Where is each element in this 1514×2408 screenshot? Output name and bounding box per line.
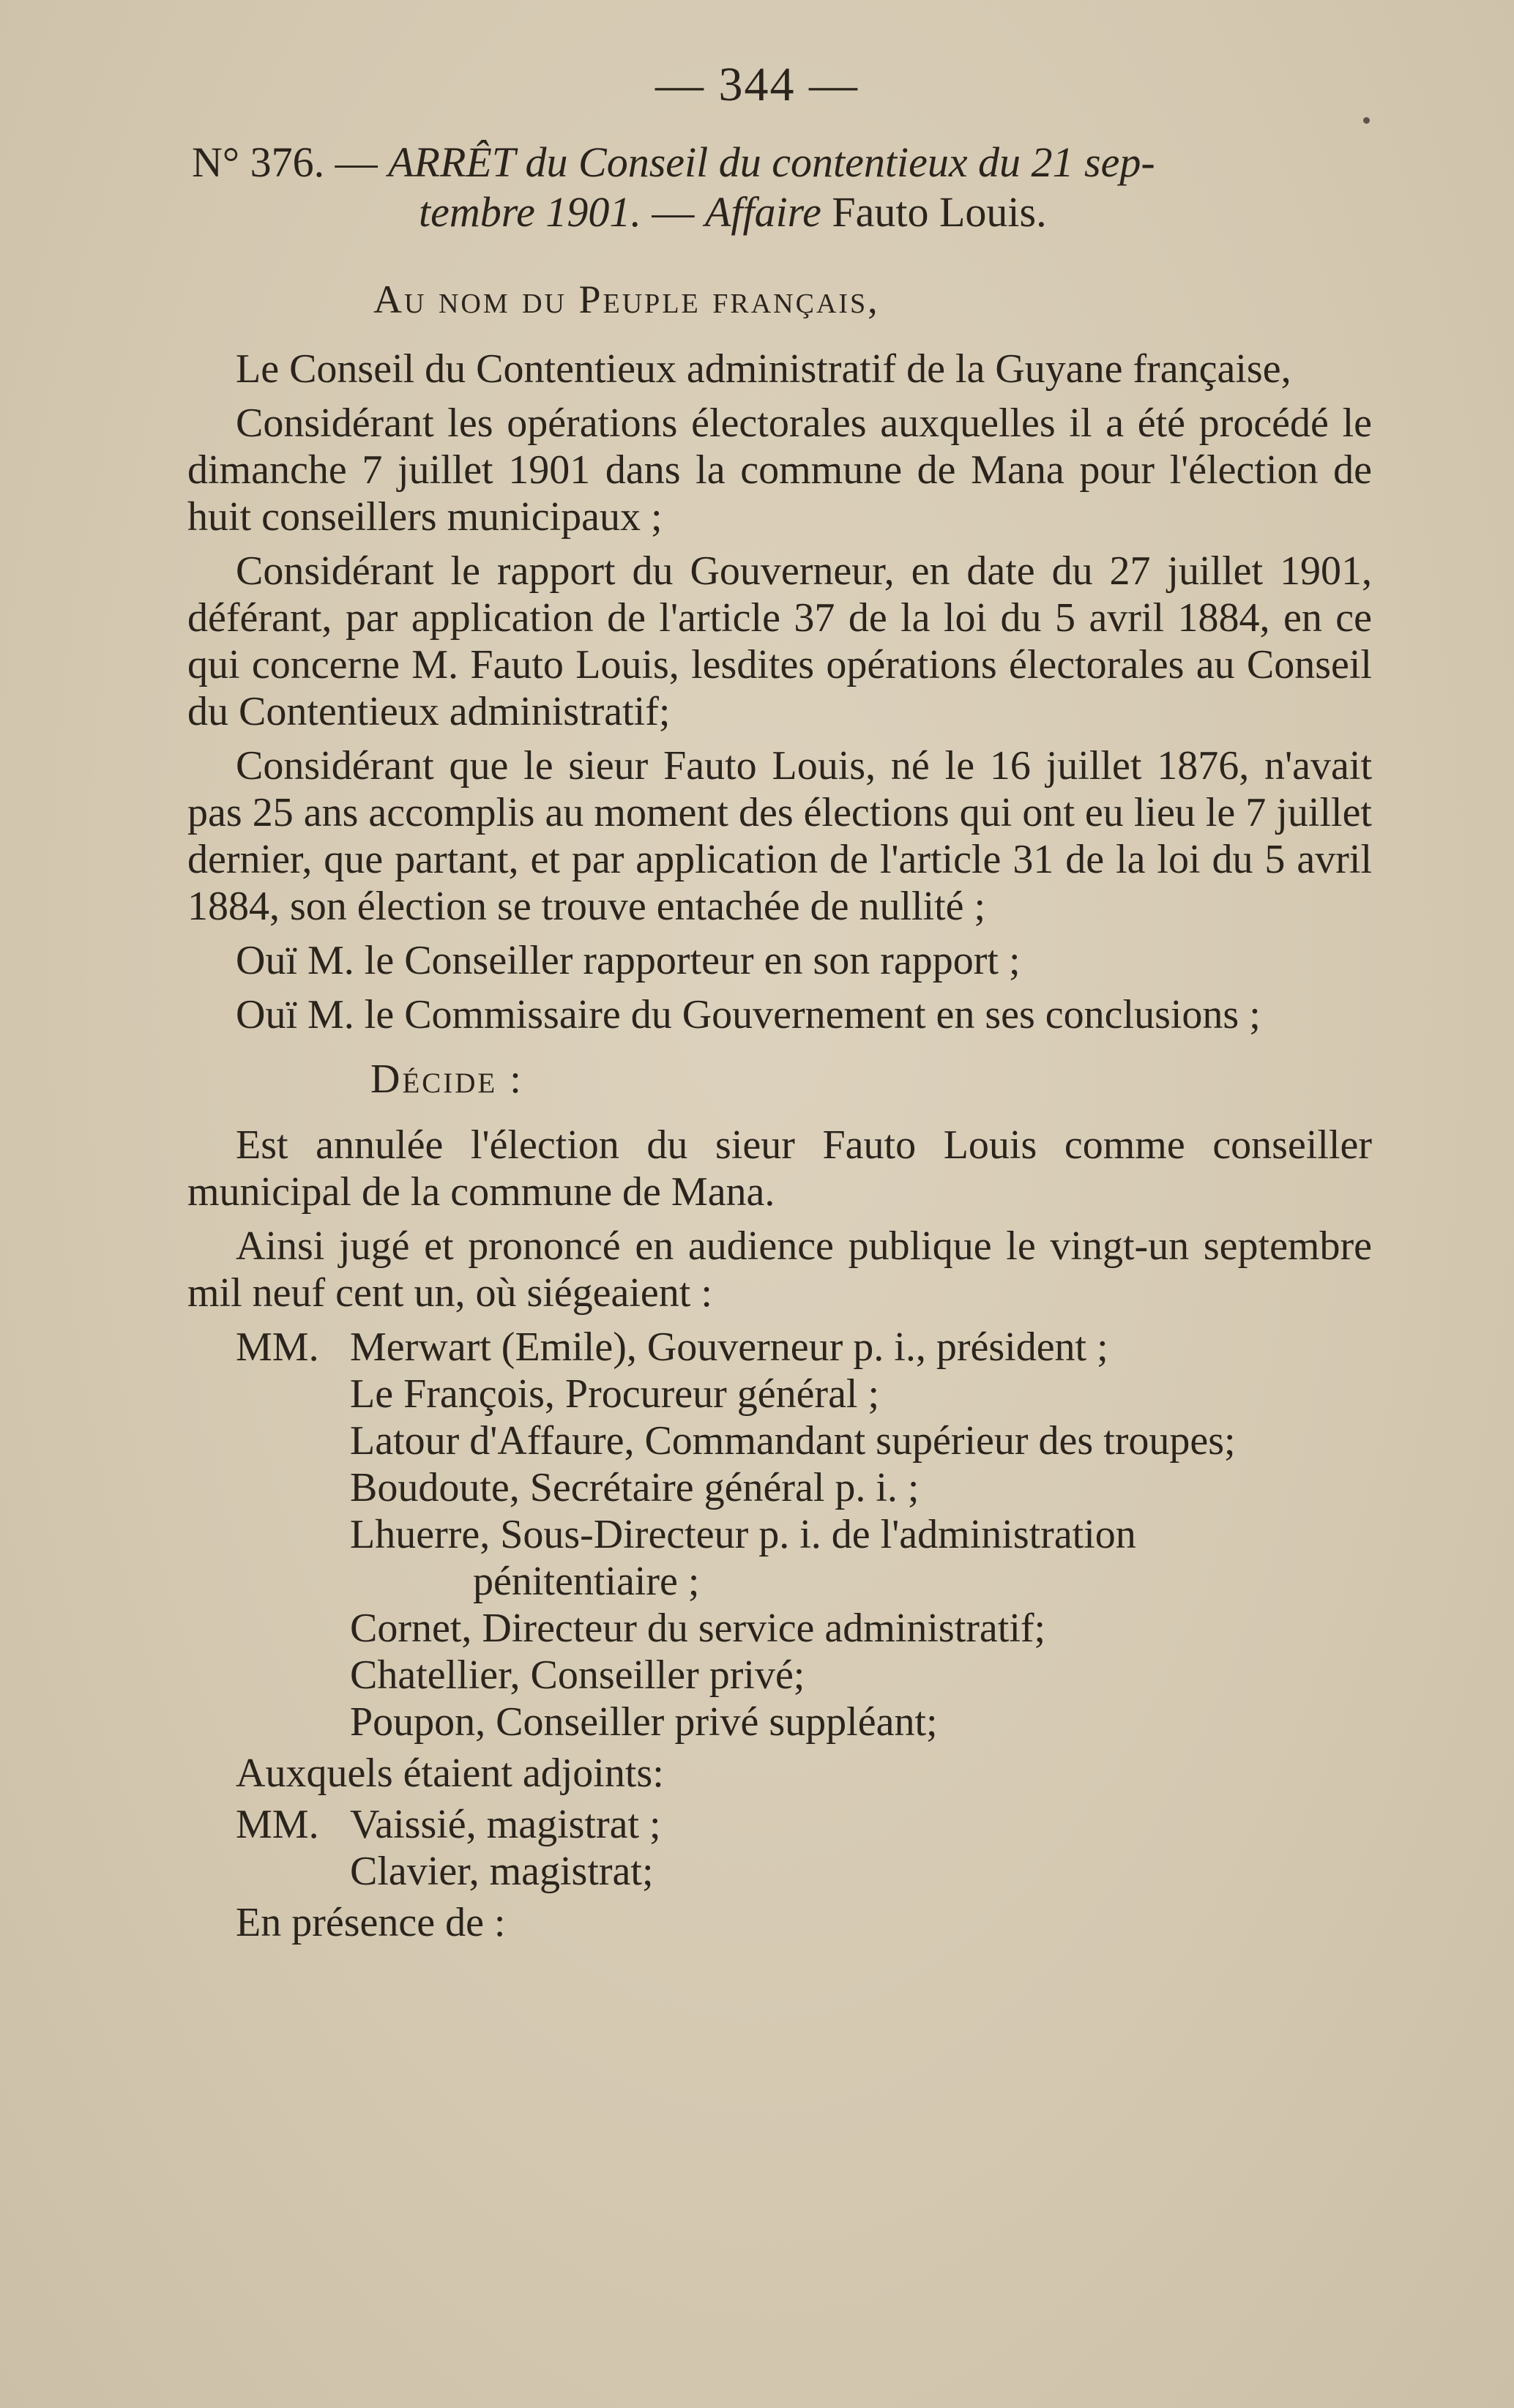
adjoint-entry: Clavier, magistrat; — [350, 1849, 654, 1894]
member-entry: Merwart (Emile), Gouverneur p. i., président ; — [350, 1324, 1108, 1370]
member-entry: Lhuerre, Sous-Directeur p. i. de l'administration — [350, 1512, 1136, 1557]
adjoints-prefix: MM. — [236, 1802, 319, 1847]
decision-number: N° 376. — [192, 138, 325, 186]
paper-speck — [1363, 117, 1370, 124]
heading-dash: — — [335, 138, 378, 186]
paragraph-council: Le Conseil du Contentieux administratif de la Guyane française, — [236, 346, 1291, 392]
decide-heading: Décide : — [370, 1056, 523, 1102]
member-entry: Chatellier, Conseiller privé; — [350, 1652, 805, 1698]
adjoints-intro: Auxquels étaient adjoints: — [236, 1751, 664, 1796]
presence-line: En présence de : — [236, 1900, 506, 1945]
member-entry: Latour d'Affaure, Commandant supérieur des troupes; — [350, 1418, 1236, 1464]
member-entry: Poupon, Conseiller privé suppléant; — [350, 1699, 938, 1745]
paragraph-considerant-3: Considérant que le sieur Fauto Louis, né le 16 juillet 1876, n'avait pas 25 ans accomplis au moment des élections qui ont eu lieu le 7 juillet dernier, que partant, et par application de l'article 31 de la loi du 5 avril 1884, son élection se trouve entachée de nullité ; — [187, 743, 1372, 929]
member-entry: Cornet, Directeur du service administratif; — [350, 1606, 1046, 1651]
members-prefix: MM. — [236, 1324, 319, 1370]
member-entry: Le François, Procureur général ; — [350, 1371, 880, 1417]
document-body — [187, 346, 1372, 1950]
affaire-name: Fauto Louis. — [832, 188, 1047, 236]
members-list — [187, 1324, 1372, 1745]
paragraph-oui-commissaire: Ouï M. le Commissaire du Gouvernement en ses conclusions ; — [236, 992, 1261, 1037]
decision-title-continued: tembre 1901. — [419, 188, 641, 236]
decision-heading — [192, 138, 1372, 237]
paragraph-considerant-2: Considérant le rapport du Gouverneur, en date du 27 juillet 1901, déférant, par application de l'article 37 de la loi du 5 avril 1884, en ce qui concerne M. Fauto Louis, lesdites opérations électorales au Conseil du Contentieux administratif; — [187, 548, 1372, 734]
preamble: Au nom du Peuple français, — [373, 277, 880, 321]
member-entry: Boudoute, Secrétaire général p. i. ; — [350, 1465, 920, 1510]
member-entry-continuation: pénitentiaire ; — [473, 1559, 700, 1604]
paragraph-oui-rapporteur: Ouï M. le Conseiller rapporteur en son rapport ; — [236, 938, 1021, 983]
page-number: — 344 — — [655, 58, 859, 111]
adjoints-list — [187, 1801, 1372, 1895]
paragraph-decision: Est annulée l'élection du sieur Fauto Louis comme conseiller municipal de la commune de Mana. — [187, 1122, 1372, 1215]
decision-title: ARRÊT du Conseil du contentieux du 21 sep- — [388, 138, 1155, 186]
heading-dash-2: — — [652, 188, 695, 236]
adjoint-entry: Vaissié, magistrat ; — [350, 1802, 661, 1847]
paragraph-considerant-1: Considérant les opérations électorales auxquelles il a été procédé le dimanche 7 juillet 1901 dans la commune de Mana pour l'élection de huit conseillers municipaux ; — [187, 400, 1372, 540]
affaire-label: Affaire — [704, 188, 821, 236]
paragraph-judgment: Ainsi jugé et prononcé en audience publique le vingt-un septembre mil neuf cent un, où siégeaient : — [187, 1223, 1372, 1316]
